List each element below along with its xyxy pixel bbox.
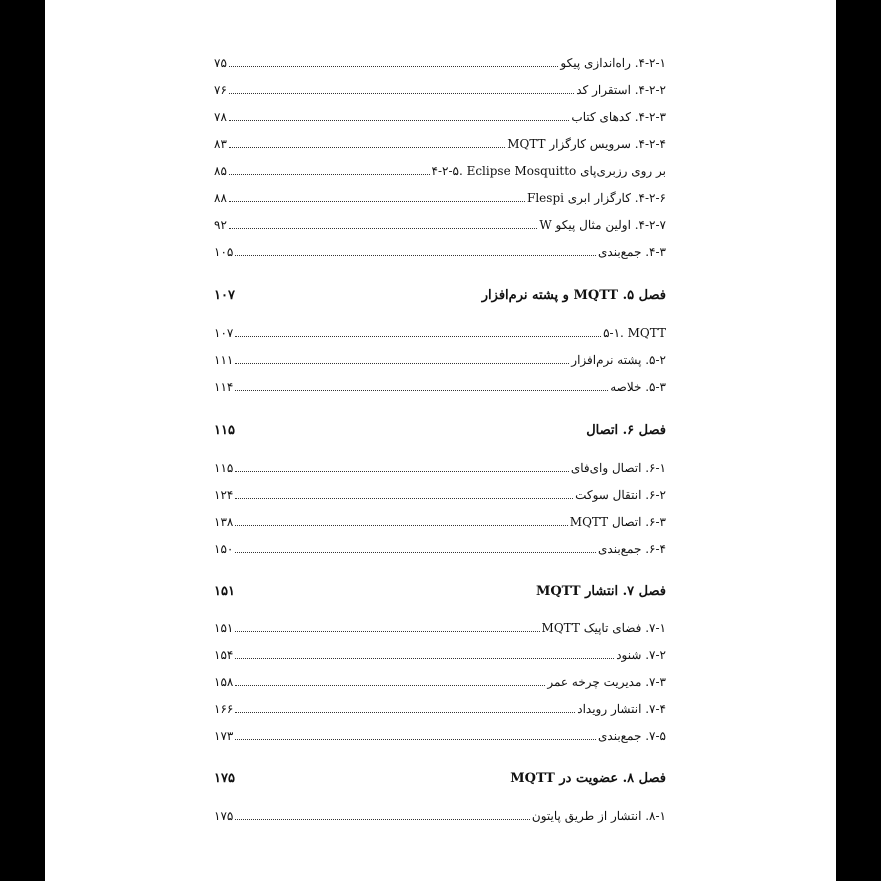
toc-entry-title: ۴-۲-۴. سرویس کارگزار MQTT (507, 137, 666, 151)
toc-entry[interactable] (214, 185, 666, 205)
toc-entry-title: ۴-۲-۲. استقرار کد (576, 83, 666, 97)
toc-entry-title: ۷-۵. جمع‌بندی (598, 729, 666, 743)
toc-page-number: ۸۸ (214, 191, 227, 205)
toc-leader-dots (235, 255, 596, 256)
toc-leader-dots (229, 66, 559, 67)
toc-page-number: ۷۵ (214, 56, 227, 70)
toc-page-number: ۱۲۴ (214, 488, 234, 502)
chapter-page-number: ۱۰۷ (214, 288, 235, 303)
toc-entry[interactable] (214, 212, 666, 232)
toc-leader-dots (229, 174, 430, 175)
toc-page-number: ۷۸ (214, 110, 227, 124)
toc-entry-title: ۷-۱. فضای تاپیک MQTT (541, 621, 666, 635)
toc-entry[interactable] (214, 455, 666, 475)
toc-entry[interactable] (214, 320, 666, 340)
toc-entry-title: ۶-۳. اتصال MQTT (569, 515, 666, 529)
toc-page-number: ۸۵ (214, 164, 227, 178)
chapter-page-number: ۱۷۵ (214, 771, 235, 786)
chapter-title: فصل ۶. اتصال (586, 423, 666, 438)
toc-entry[interactable] (214, 642, 666, 662)
toc-entry-title: ۶-۲. انتقال سوکت (575, 488, 666, 502)
toc-page-number: ۱۰۵ (214, 245, 234, 259)
toc-entry[interactable] (214, 803, 666, 823)
toc-entry[interactable] (214, 131, 666, 151)
toc-page-number: ۱۱۴ (214, 380, 234, 394)
toc-leader-dots (229, 147, 505, 148)
toc-entry-title: ۶-۴. جمع‌بندی (598, 542, 666, 556)
toc-leader-dots (229, 93, 574, 94)
toc-page-number: ۱۵۰ (214, 542, 234, 556)
toc-entry[interactable] (214, 158, 666, 178)
toc-leader-dots (229, 120, 570, 121)
toc-leader-dots (235, 363, 569, 364)
toc-entry-title: ۸-۱. انتشار از طریق پایتون (531, 809, 666, 823)
toc-page-number: ۱۷۵ (214, 809, 234, 823)
toc-leader-dots (235, 658, 614, 659)
toc-entry-title: ۶-۱. اتصال وای‌فای (570, 461, 666, 475)
toc-leader-dots (235, 498, 573, 499)
toc-entry-title: ۴-۲-۳. کدهای کتاب (571, 110, 666, 124)
toc-entry-title: ۷-۲. شنود (616, 648, 666, 662)
toc-leader-dots (235, 631, 539, 632)
toc-page-number: ۱۶۶ (214, 702, 234, 716)
toc-page-number: ۸۳ (214, 137, 227, 151)
toc-leader-dots (235, 525, 567, 526)
chapter-title: فصل ۸. عضویت در MQTT (510, 771, 666, 786)
toc-leader-dots (235, 552, 596, 553)
toc-entry-title: ۷-۴. انتشار رویداد (577, 702, 666, 716)
toc-entry[interactable] (214, 696, 666, 716)
toc-entry-title: ۴-۳. جمع‌بندی (598, 245, 666, 259)
toc-page-number: ۱۵۸ (214, 675, 234, 689)
toc-page-number: ۱۱۵ (214, 461, 234, 475)
toc-entry-title: ۴-۲-۵. Eclipse Mosquitto بر روی رزبری‌پای (431, 164, 666, 178)
toc-leader-dots (235, 336, 601, 337)
toc-entry-title: ۵-۳. خلاصه (610, 380, 666, 394)
toc-leader-dots (235, 685, 545, 686)
toc-entry-title: ۴-۲-۶. کارگزار ابری Flespi (527, 191, 666, 205)
toc-entry[interactable] (214, 104, 666, 124)
toc-page-number: ۱۷۳ (214, 729, 234, 743)
toc-page-number: ۱۰۷ (214, 326, 234, 340)
book-page (45, 0, 836, 881)
chapter-title: فصل ۷. انتشار MQTT (535, 584, 666, 599)
toc-page-number: ۹۲ (214, 218, 227, 232)
toc-page-number: ۱۱۱ (214, 353, 234, 367)
toc-page-number: ۱۵۱ (214, 621, 234, 635)
toc-entry[interactable] (214, 723, 666, 743)
toc-leader-dots (235, 390, 608, 391)
toc-chapter-heading[interactable] (214, 417, 666, 439)
toc-page-number: ۷۶ (214, 83, 227, 97)
chapter-page-number: ۱۵۱ (214, 584, 235, 599)
toc-chapter-heading[interactable] (214, 282, 666, 304)
toc-entry[interactable] (214, 374, 666, 394)
toc-leader-dots (235, 712, 575, 713)
toc-entry[interactable] (214, 536, 666, 556)
toc-leader-dots (235, 471, 568, 472)
toc-entry[interactable] (214, 509, 666, 529)
toc-entry[interactable] (214, 347, 666, 367)
toc-entry-title: ۴-۲-۱. راه‌اندازی پیکو (560, 56, 666, 70)
toc-leader-dots (235, 739, 596, 740)
chapter-title: فصل ۵. MQTT و پشته نرم‌افزار (481, 288, 666, 303)
toc-entry[interactable] (214, 482, 666, 502)
toc-chapter-heading[interactable] (214, 765, 666, 787)
toc-entry[interactable] (214, 239, 666, 259)
toc-page-number: ۱۳۸ (214, 515, 234, 529)
toc-leader-dots (229, 228, 537, 229)
toc-leader-dots (235, 819, 530, 820)
toc-entry[interactable] (214, 615, 666, 635)
toc-entry-title: ۵-۱. MQTT (603, 326, 666, 340)
toc-entry[interactable] (214, 669, 666, 689)
toc-entry[interactable] (214, 50, 666, 70)
toc-entry-title: ۵-۲. پشته نرم‌افزار (571, 353, 666, 367)
toc-leader-dots (229, 201, 525, 202)
toc-entry-title: ۴-۲-۷. اولین مثال پیکو W (539, 218, 666, 232)
toc-chapter-heading[interactable] (214, 578, 666, 600)
toc-page-number: ۱۵۴ (214, 648, 234, 662)
toc-entry-title: ۷-۳. مدیریت چرخه عمر (547, 675, 666, 689)
chapter-page-number: ۱۱۵ (214, 423, 235, 438)
toc-entry[interactable] (214, 77, 666, 97)
